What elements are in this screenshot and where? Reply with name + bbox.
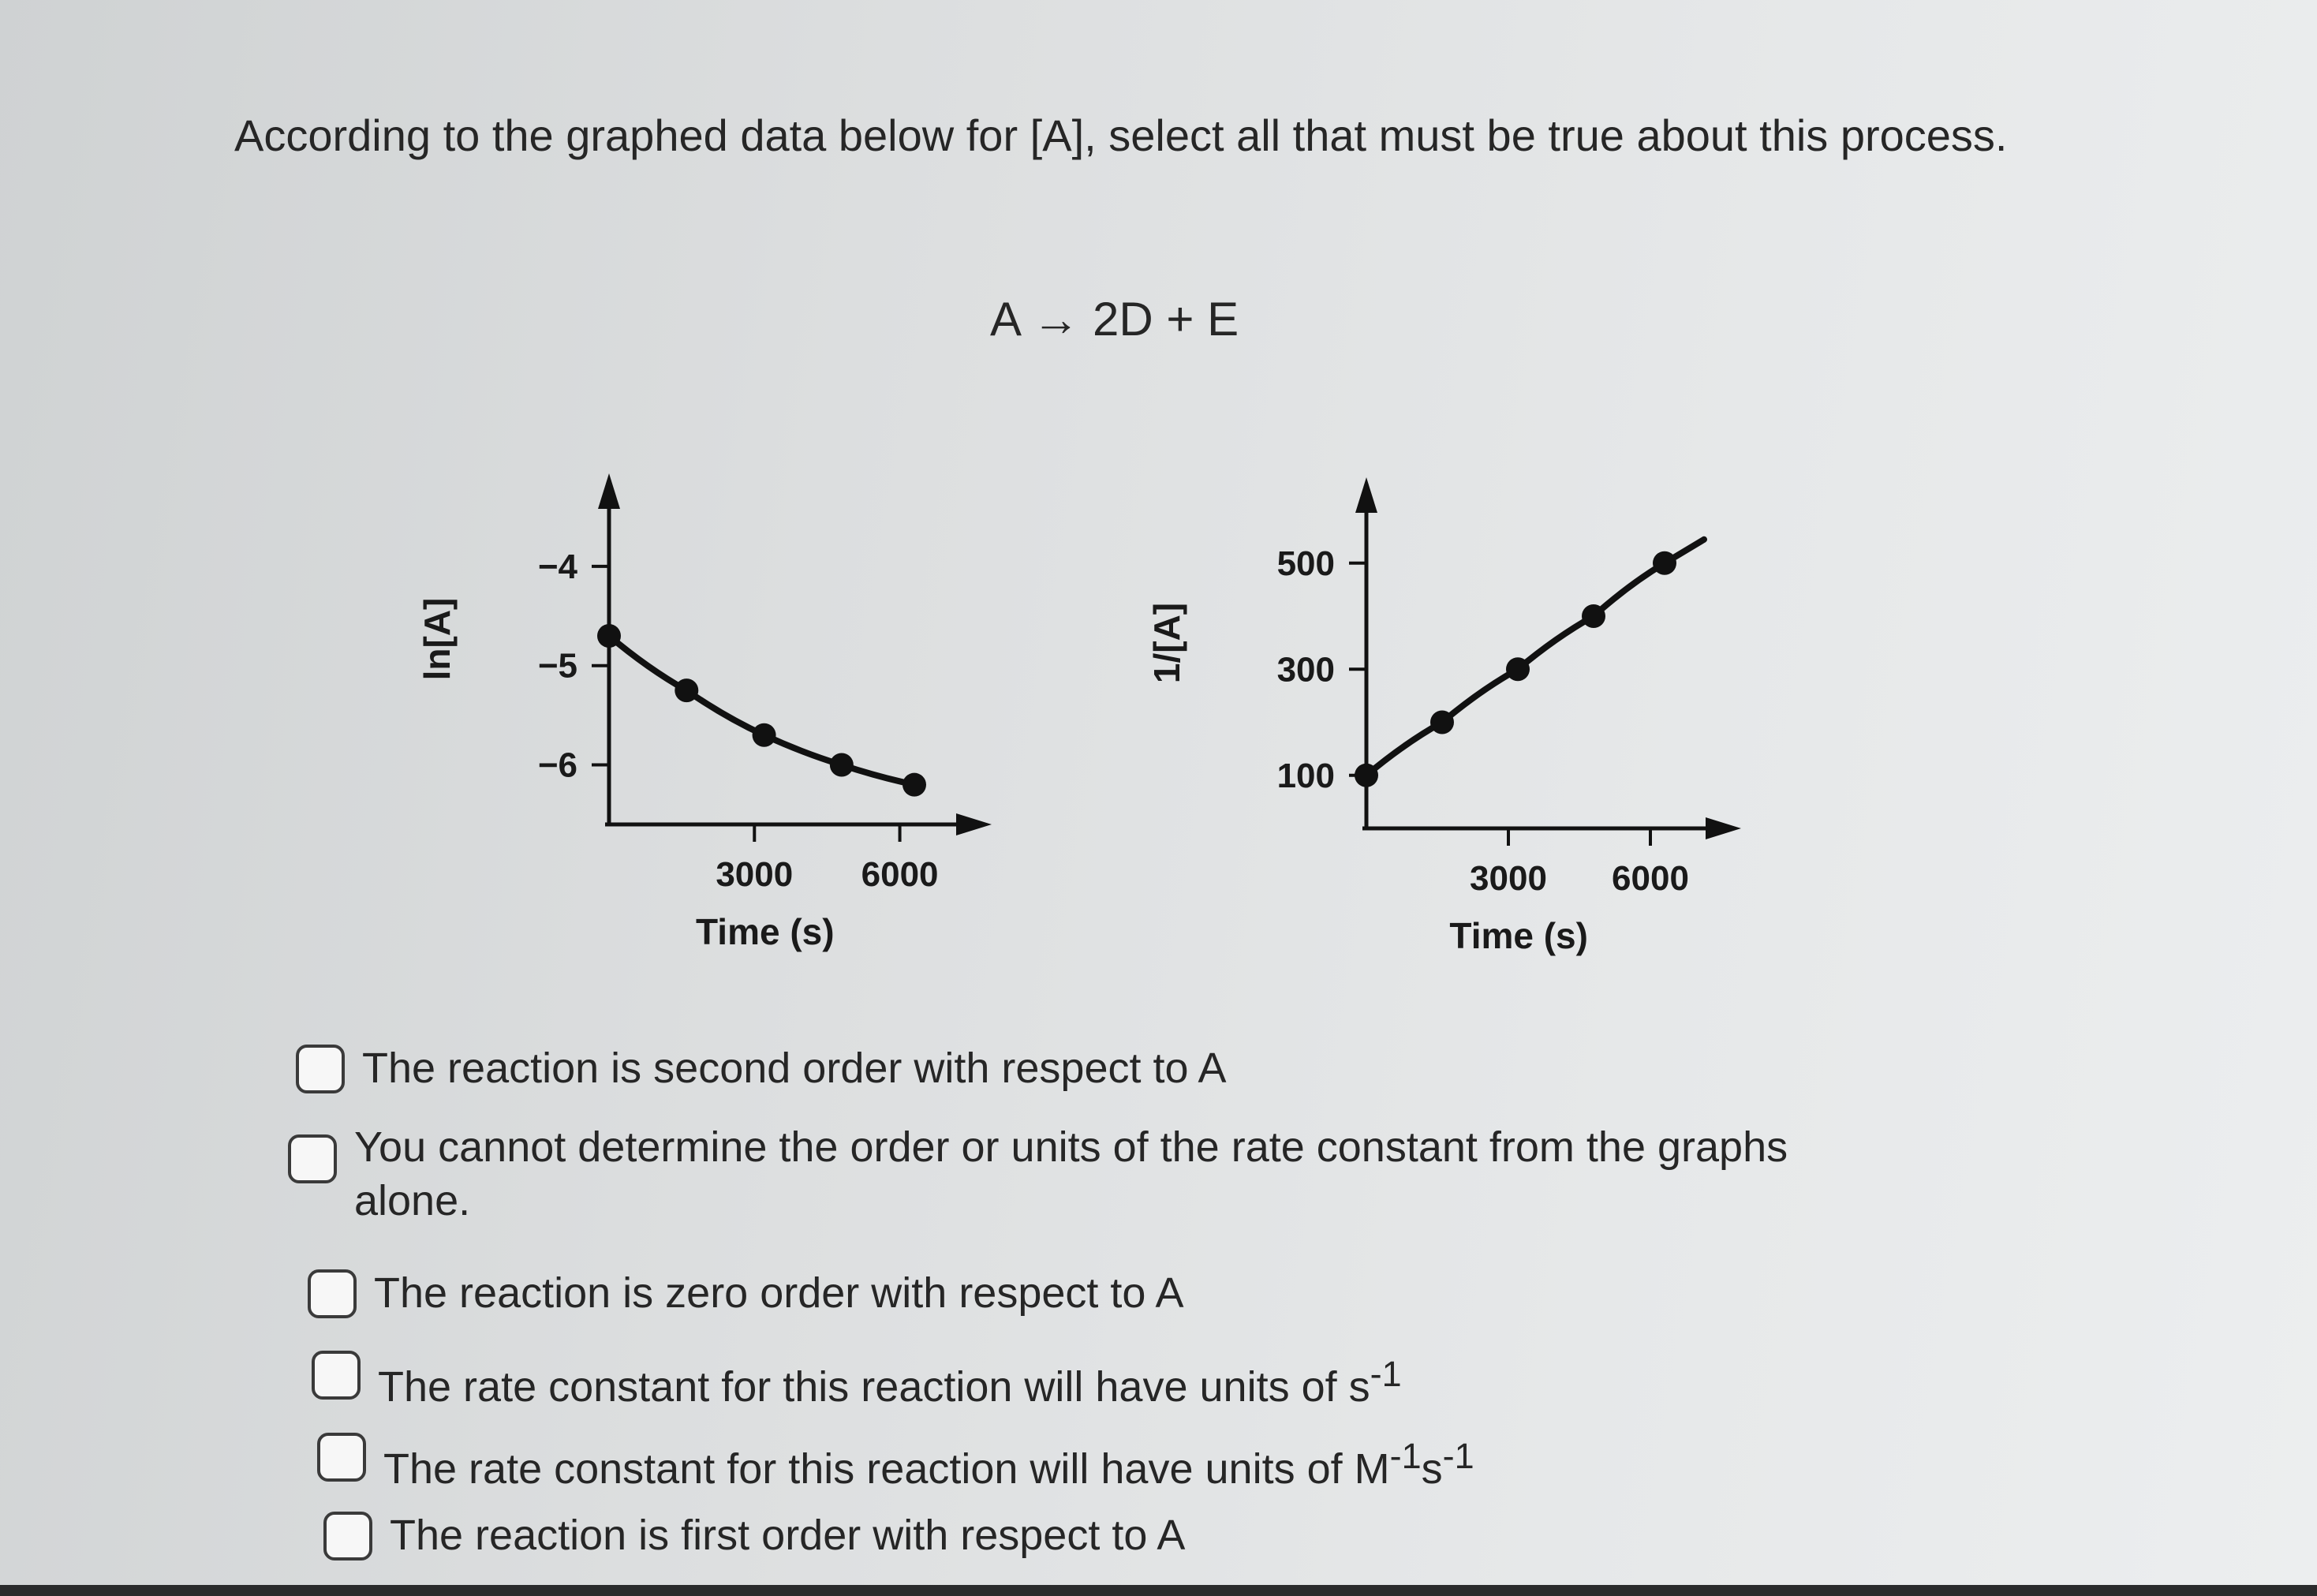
option-label-text: The rate constant for this reaction will have units of s xyxy=(378,1363,1370,1411)
y-tick-label: 300 xyxy=(1276,650,1335,690)
option-label: The reaction is zero order with respect to A xyxy=(374,1269,1184,1317)
data-point xyxy=(1582,604,1605,628)
data-point xyxy=(830,753,854,777)
data-point xyxy=(903,773,926,797)
checkbox[interactable] xyxy=(288,1134,337,1183)
x-tick-label: 3000 xyxy=(1470,859,1547,898)
option-label xyxy=(378,1347,1877,1414)
data-point xyxy=(1430,711,1454,734)
option-units-m-inverse-s-inverse[interactable] xyxy=(317,1430,1882,1496)
x-tick-label: 6000 xyxy=(1612,859,1689,898)
checkbox[interactable] xyxy=(323,1512,372,1560)
y-tick-label: 500 xyxy=(1276,544,1335,583)
screen-bottom-edge xyxy=(0,1585,2317,1596)
y-tick-label: −4 xyxy=(537,547,577,586)
x-axis-title: Time (s) xyxy=(1449,915,1588,956)
option-label xyxy=(383,1430,1882,1496)
x-axis-title: Time (s) xyxy=(696,911,835,952)
checkbox[interactable] xyxy=(308,1269,357,1318)
data-point xyxy=(1653,551,1676,575)
option-first-order[interactable] xyxy=(323,1508,1889,1562)
data-point xyxy=(597,624,621,648)
option-units-s-inverse[interactable] xyxy=(312,1347,1877,1414)
option-label-text: The rate constant for this reaction will have units of M xyxy=(383,1445,1390,1493)
option-second-order[interactable] xyxy=(296,1041,1861,1095)
y-axis-title: ln[A] xyxy=(417,597,458,681)
x-axis-arrow xyxy=(956,813,992,835)
unit-exponent: -1 xyxy=(1442,1436,1474,1476)
data-point xyxy=(753,723,776,747)
y-tick-label: 100 xyxy=(1276,756,1335,795)
y-axis-arrow xyxy=(598,473,620,509)
y-axis-arrow xyxy=(1355,477,1377,513)
y-tick-label: −5 xyxy=(537,646,577,686)
unit-symbol: s xyxy=(1421,1445,1443,1493)
unit-exponent: -1 xyxy=(1370,1354,1402,1394)
option-zero-order[interactable] xyxy=(308,1266,1873,1320)
y-tick-label: −6 xyxy=(537,746,577,785)
x-axis-arrow xyxy=(1706,817,1741,839)
option-label: The reaction is first order with respect to A xyxy=(390,1512,1186,1559)
data-point xyxy=(1506,657,1530,681)
option-label: You cannot determine the order or units of the rate constant from the graphs alone. xyxy=(354,1123,1788,1224)
y-axis-title: 1/[A] xyxy=(1146,602,1187,684)
option-cannot-determine[interactable] xyxy=(288,1120,1853,1228)
checkbox[interactable] xyxy=(312,1351,361,1400)
data-point xyxy=(675,678,698,702)
unit-exponent: -1 xyxy=(1389,1436,1422,1476)
option-label: The reaction is second order with respect to A xyxy=(362,1045,1227,1092)
x-tick-label: 3000 xyxy=(716,855,794,894)
question-text: According to the graphed data below for [A], select all that must be true about this process. xyxy=(234,110,2008,160)
x-tick-label: 6000 xyxy=(861,855,939,894)
checkbox[interactable] xyxy=(317,1433,366,1482)
checkbox[interactable] xyxy=(296,1045,345,1093)
reaction-equation: A → 2D + E xyxy=(990,293,1239,346)
ln-a-vs-time-chart xyxy=(410,426,1057,994)
inverse-a-vs-time-chart xyxy=(1136,426,1846,994)
series-line xyxy=(609,636,914,785)
data-point xyxy=(1355,764,1378,787)
